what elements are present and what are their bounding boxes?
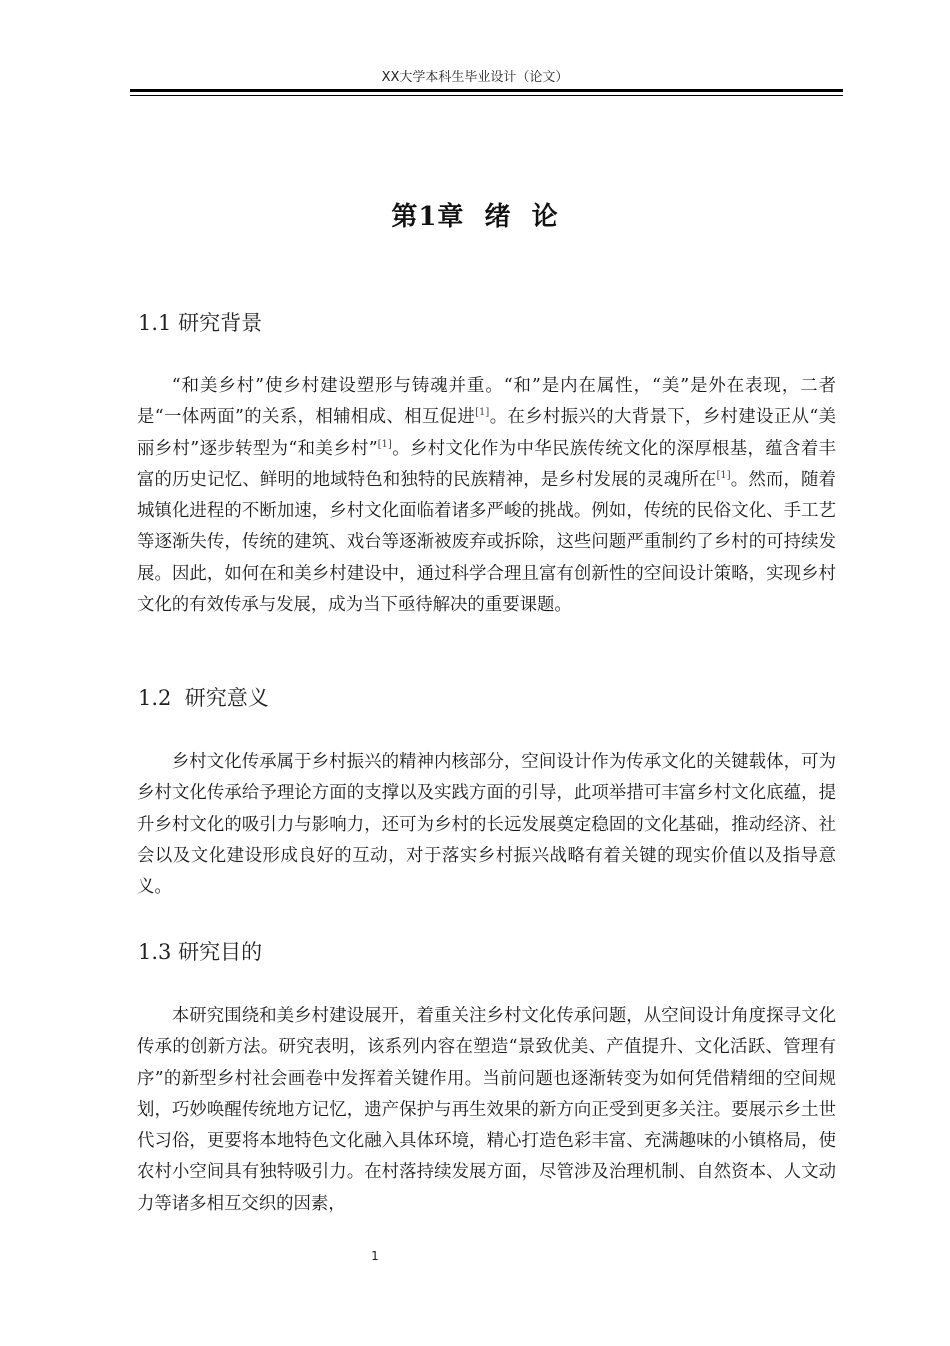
paragraph-purpose: 本研究围绕和美乡村建设展开，着重关注乡村文化传承问题，从空间设计角度探寻文化传承的创新方法。研究表明，该系列内容在塑造“景致优美、产值提升、文化活跃、管理有序”的新型乡村社会画卷中发挥着关键作用。当前问题也逐渐转变为如何凭借精细的空间规划，巧妙唤醒传统地方记忆，遗产保护与再生效果的新方向正受到更多关注。要展示乡土世代习俗，更要将本地特色文化融入具体环境，精心打造色彩丰富、充满趣味的小镇格局，使农村小空间具有独特吸引力。在村落持续发展方面，尽管涉及治理机制、自然资本、人文动力等诸多相互交织的因素， xyxy=(137,1006,836,1214)
citation-ref: [1] xyxy=(716,469,731,481)
citation-ref: [1] xyxy=(377,438,392,450)
paragraph-background: “和美乡村”使乡村建设塑形与铸魂并重。“和”是内在属性，“美”是外在表现，二者是“一体两面”的关系，相辅相成、相互促进[1]。在乡村振兴的大背景下，乡村建设正从“美丽乡村”逐步转型为“和美乡村”[1]。乡村文化作为中华民族传统文化的深厚根基，蕴含着丰富的历史记忆、鲜明的地域特色和独特的民族精神，是乡村发展的灵魂所在[1]。然而，随着城镇化进程的不断加速，乡村文化面临着诸多严峻的挑战。例如，传统的民俗文化、手工艺等逐渐失传，传统的建筑、戏台等逐渐被废弃或拆除，这些问题严重制约了乡村的可持续发展。因此，如何在和美乡村建设中，通过科学合理且富有创新性的空间设计策略，实现乡村文化的有效传承与发展，成为当下亟待解决的重要课题。 xyxy=(137,376,836,616)
running-header: XX大学本科生毕业设计（论文） xyxy=(381,70,569,85)
header-rule-thin xyxy=(130,95,843,96)
citation-ref: [1] xyxy=(475,407,490,419)
header-rule-thick xyxy=(130,89,843,92)
page-number: 1 xyxy=(371,1249,379,1263)
chapter-title: 第1章 绪 论 xyxy=(391,202,559,232)
section-title-purpose: 1.3 研究目的 xyxy=(138,940,263,964)
section-title-background: 1.1 研究背景 xyxy=(138,311,263,335)
paragraph-significance: 乡村文化传承属于乡村振兴的精神内核部分，空间设计作为传承文化的关键载体，可为乡村文化传承给予理论方面的支撑以及实践方面的引导，此项举措可丰富乡村文化底蕴，提升乡村文化的吸引力与影响力，还可为乡村的长远发展奠定稳固的文化基础，推动经济、社会以及文化建设形成良好的互动，对于落实乡村振兴战略有着关键的现实价值以及指导意义。 xyxy=(137,752,836,898)
section-title-significance: 1.2 研究意义 xyxy=(138,686,269,710)
